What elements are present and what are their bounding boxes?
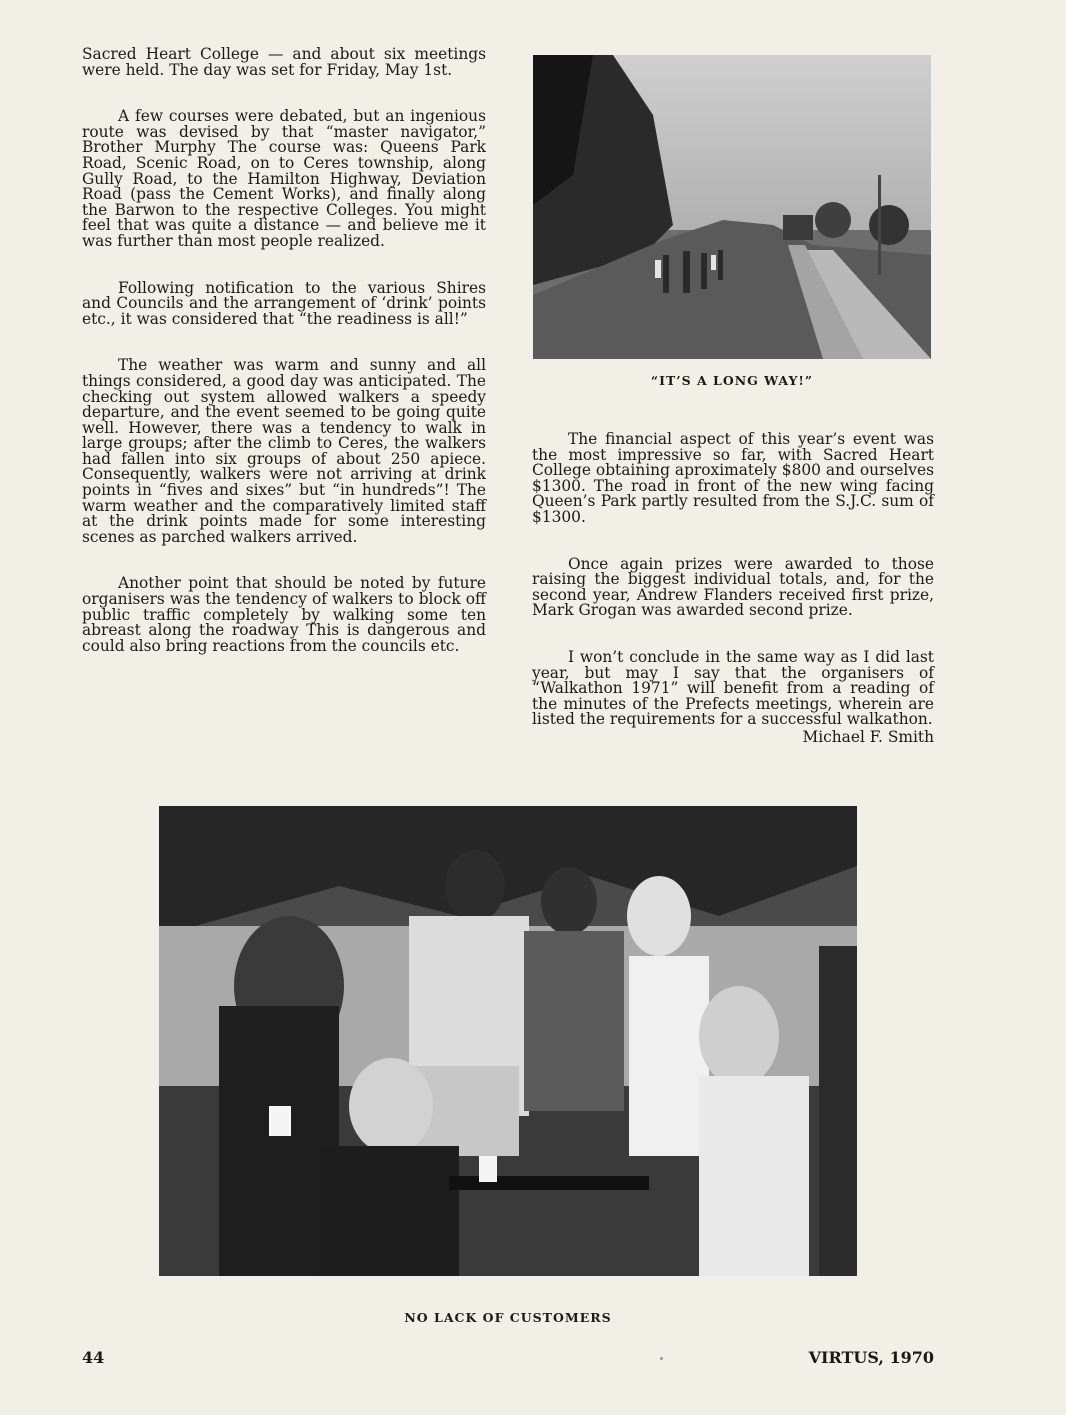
paragraph: Once again prizes were awarded to those raising the biggest individual totals, and, for the second year, Andrew Flanders received first prize, Mark Grogan was awarded second prize. xyxy=(532,554,934,620)
page-number: 44 xyxy=(82,1348,105,1367)
paragraph: Following notification to the various Shires and Councils and the arrangement of ‘drink’ points etc., it was considered that “the readiness is all!” xyxy=(82,278,486,328)
article-right-column xyxy=(532,432,934,746)
road-walkers-photo xyxy=(533,55,931,359)
paragraph: A few courses were debated, but an ingenious route was devised by that “master navigator,” Brother Murphy The course was: Queens Park Road, Scenic Road, on to Ceres township, along Gully Road, to the Hamilton Highway, Deviation Road (pass the Cement Works), and finally along the Barwon to the respective Colleges. You might feel that was quite a distance — and believe me it was further than most people realized. xyxy=(82,107,486,250)
author-signature: Michael F. Smith xyxy=(802,727,934,746)
paragraph: Sacred Heart College — and about six meetings were held. The day was set for Friday, May 1st. xyxy=(82,45,486,79)
paragraph: I won’t conclude in the same way as I did last year, but may I say that the organisers of “Walkathon 1971” will benefit from a reading of the minutes of the Prefects meetings, wherein are listed the requirements for a successful walkathon. xyxy=(532,647,934,729)
print-speck xyxy=(660,1357,663,1360)
paragraph: The financial aspect of this year’s event was the most impressive so far, with Sacred Heart College obtaining aproximately $800 and ourselves $1300. The road in front of the new wing facing Queen’s Park partly resulted from the S.J.C. sum of $1300. xyxy=(532,430,934,526)
drink-station-photo xyxy=(159,806,857,1276)
paragraph: The weather was warm and sunny and all things considered, a good day was anticipated. The checking out system allowed walkers a speedy departure, and the event seemed to be going quite well. However, there was a tendency to walk in large groups; after the climb to Ceres, the walkers had fallen into six groups of about 250 apiece. Consequently, walkers were not arriving at drink points in “fives and sixes” but “in hundreds”! The warm weather and the comparatively limited staff at the drink points made for some interesting scenes as parched walkers arrived. xyxy=(82,356,486,546)
paragraph: Another point that should be noted by future organisers was the tendency of walkers to block off public traffic completely by walking some ten abreast along the roadway This is dangerous and could also bring reactions from the councils etc. xyxy=(82,574,486,655)
article-left-column xyxy=(82,47,486,654)
bottom-photo-caption: NO LACK OF CUSTOMERS xyxy=(404,1310,612,1325)
publication-title: VIRTUS, 1970 xyxy=(808,1348,934,1367)
top-photo-caption: “IT’S A LONG WAY!” xyxy=(650,373,814,388)
